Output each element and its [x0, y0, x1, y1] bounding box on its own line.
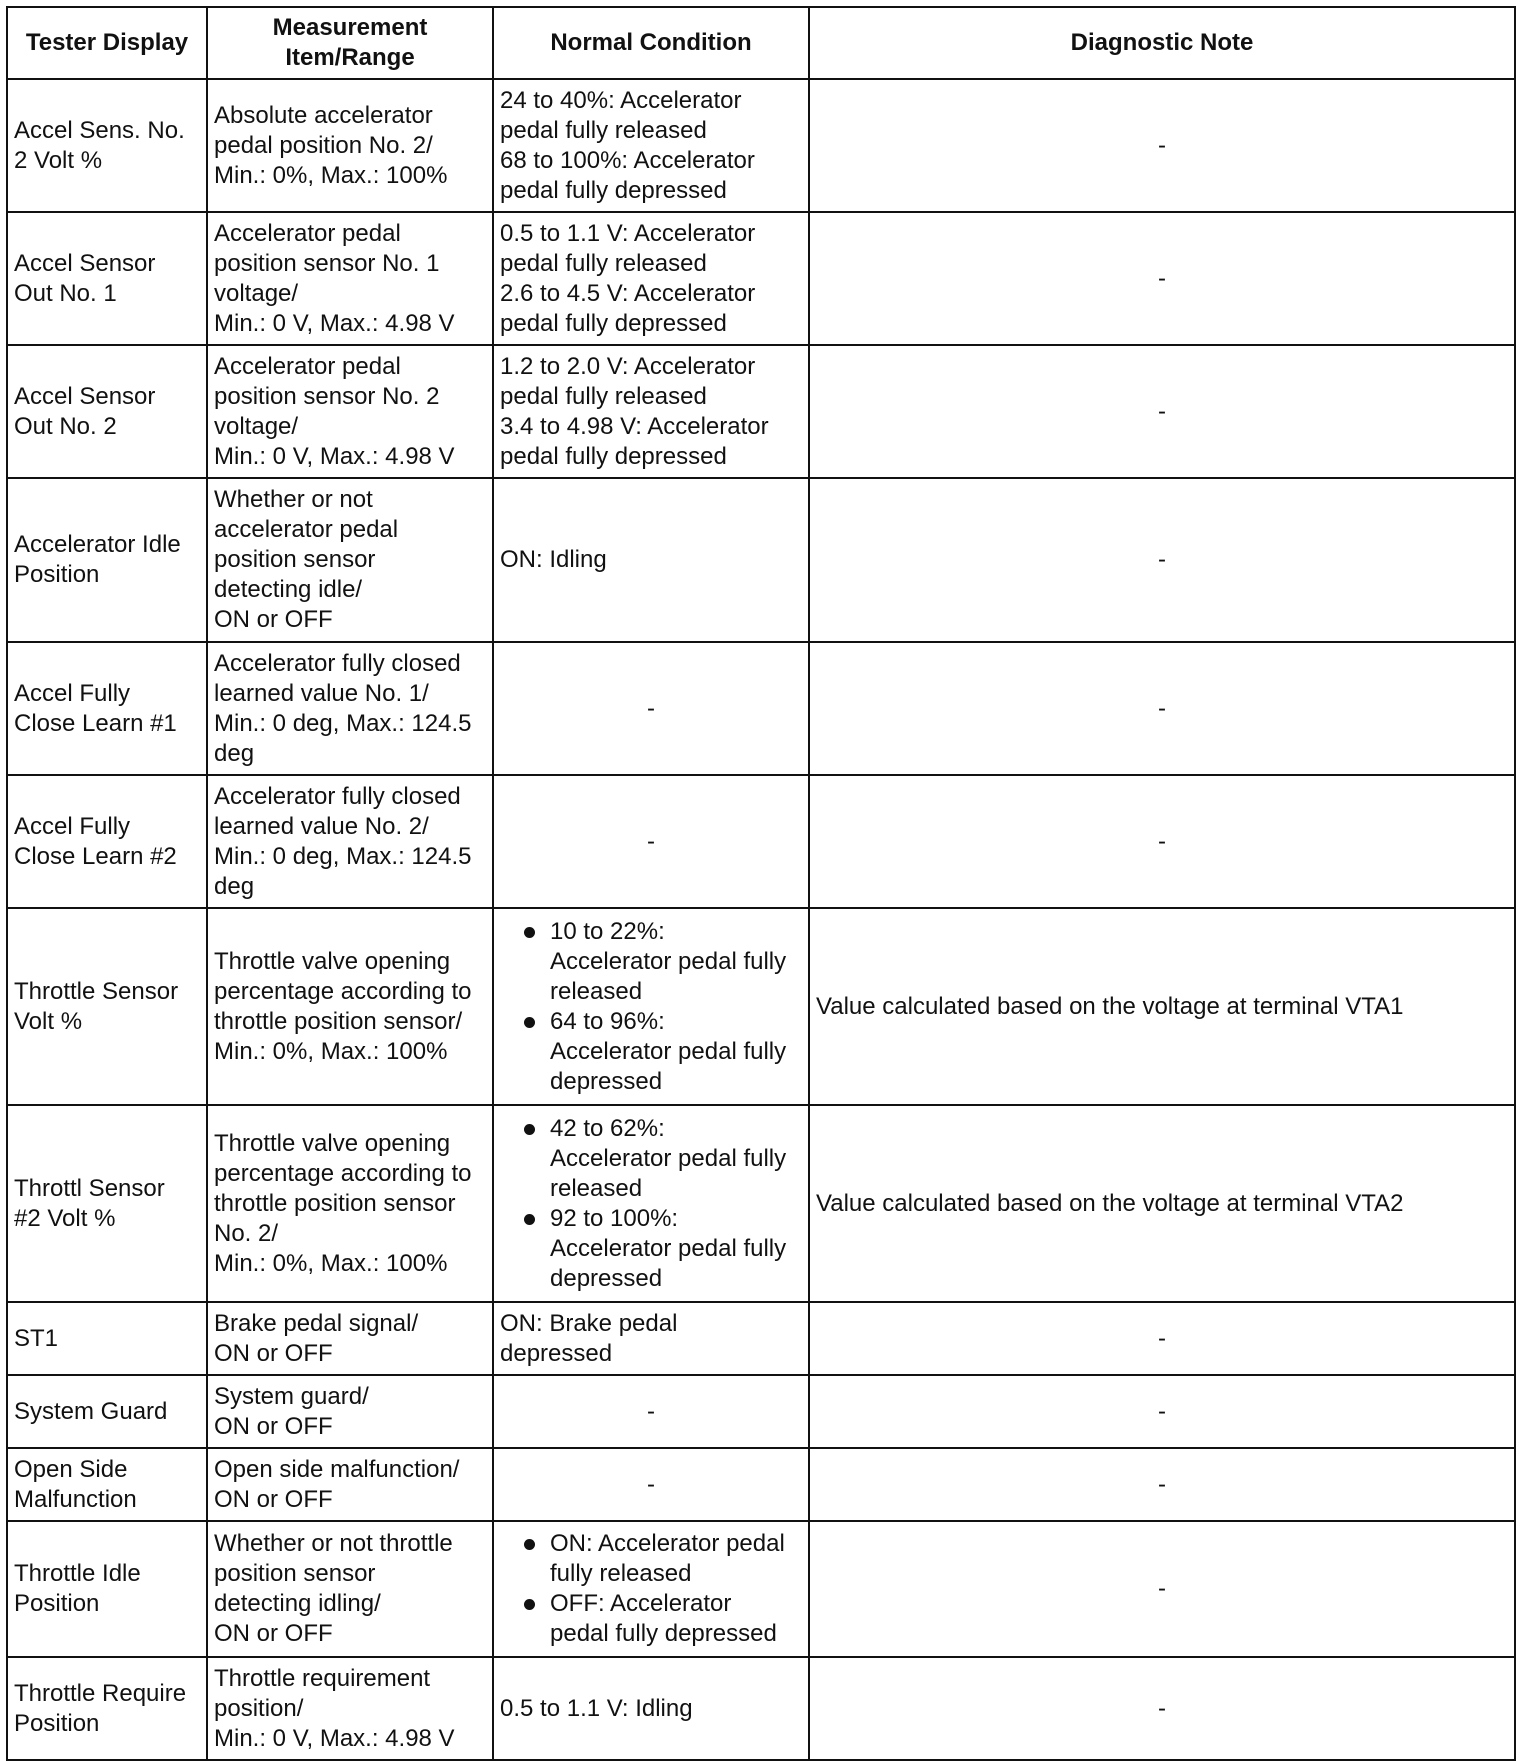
normal-condition-line: 0.5 to 1.1 V: Idling	[500, 1694, 693, 1722]
bullet-line: ON: Accelerator pedal	[550, 1530, 785, 1557]
bullet-line: 92 to 100%:	[550, 1204, 679, 1232]
tester-display-line: Position	[14, 561, 100, 588]
tester-display-line: Throttl Sensor	[14, 1174, 165, 1202]
normal-condition-line: pedal fully depressed	[500, 442, 727, 470]
table-row	[7, 775, 1515, 908]
tester-display-line: Close Learn #2	[14, 842, 177, 870]
normal-condition-line: ON: Brake pedal	[500, 1309, 678, 1337]
cell-measurement-item	[207, 775, 493, 908]
cell-tester-display	[7, 1375, 207, 1448]
measurement-item-line: throttle position sensor	[214, 1189, 456, 1217]
measurement-item-line: deg	[214, 739, 255, 767]
measurement-item-line: pedal position No. 2/	[214, 131, 433, 159]
normal-condition-line: pedal fully released	[500, 382, 707, 410]
measurement-item-line: throttle position sensor/	[214, 1007, 463, 1035]
bullet-line: 42 to 62%:	[550, 1114, 665, 1142]
tester-display-line: Open Side	[14, 1455, 128, 1483]
measurement-item-line: position sensor	[214, 1560, 376, 1587]
cell-diagnostic-note: Value calculated based on the voltage at terminal VTA2	[809, 1105, 1515, 1302]
measurement-item-line: System guard/	[214, 1382, 369, 1410]
measurement-item-line: Min.: 0 V, Max.: 4.98 V	[214, 1724, 455, 1752]
normal-condition-line: 1.2 to 2.0 V: Accelerator	[500, 352, 756, 380]
cell-diagnostic-note: Value calculated based on the voltage at terminal VTA1	[809, 908, 1515, 1105]
bullet-line: released	[550, 977, 643, 1005]
table-row	[7, 79, 1515, 212]
cell-normal-condition: -	[493, 775, 809, 908]
table-row	[7, 345, 1515, 478]
measurement-item-line: Accelerator pedal	[214, 352, 401, 380]
bullet-line: fully released	[550, 1560, 692, 1587]
bullet-line: 64 to 96%:	[550, 1007, 665, 1035]
measurement-item-line: voltage/	[214, 412, 299, 440]
measurement-item-line: Accelerator pedal	[214, 219, 401, 247]
bullet-line: depressed	[550, 1264, 663, 1292]
cell-diagnostic-note: -	[809, 775, 1515, 908]
measurement-item-line: detecting idling/	[214, 1590, 381, 1617]
tester-display-line: Volt %	[14, 1007, 83, 1035]
cell-diagnostic-note: -	[809, 79, 1515, 212]
tester-display-line: Accel Fully	[14, 679, 131, 707]
table-row	[7, 1657, 1515, 1760]
measurement-item-line: ON or OFF	[214, 1485, 333, 1513]
measurement-item-line: accelerator pedal	[214, 516, 399, 543]
cell-diagnostic-note: -	[809, 1448, 1515, 1521]
measurement-item-line: position sensor No. 1	[214, 249, 440, 277]
bullet-line: OFF: Accelerator	[550, 1590, 732, 1617]
cell-diagnostic-note: -	[809, 212, 1515, 345]
header-row	[7, 7, 1515, 79]
cell-measurement-item	[207, 908, 493, 1105]
cell-normal-condition	[493, 345, 809, 478]
normal-condition-line: 68 to 100%: Accelerator	[500, 146, 755, 174]
measurement-item-line: Whether or not throttle	[214, 1530, 453, 1557]
cell-measurement-item	[207, 478, 493, 642]
table-row	[7, 478, 1515, 642]
tester-display-line: Accel Fully	[14, 812, 131, 840]
cell-measurement-item	[207, 79, 493, 212]
cell-diagnostic-note: -	[809, 1302, 1515, 1375]
tester-display-line: #2 Volt %	[14, 1204, 116, 1232]
measurement-item-line: Brake pedal signal/	[214, 1309, 419, 1337]
cell-normal-condition: -	[493, 1375, 809, 1448]
header-normal-condition: Normal Condition	[493, 7, 809, 79]
measurement-item-line: Accelerator fully closed	[214, 782, 461, 810]
cell-tester-display	[7, 1302, 207, 1375]
cell-tester-display	[7, 79, 207, 212]
header-measurement-line: Measurement	[272, 14, 428, 41]
normal-condition-line: 0.5 to 1.1 V: Accelerator	[500, 219, 756, 247]
cell-diagnostic-note: -	[809, 345, 1515, 478]
measurement-item-line: voltage/	[214, 279, 299, 307]
measurement-item-line: position sensor	[214, 546, 376, 573]
cell-tester-display	[7, 1657, 207, 1760]
cell-tester-display	[7, 212, 207, 345]
bullet-line: released	[550, 1174, 643, 1202]
tester-display-line: Position	[14, 1709, 100, 1737]
measurement-item-line: percentage according to	[214, 977, 472, 1005]
normal-condition-line: pedal fully released	[500, 249, 707, 277]
normal-condition-bullet-item	[500, 1589, 802, 1649]
cell-normal-condition	[493, 1105, 809, 1302]
cell-tester-display	[7, 1521, 207, 1657]
measurement-item-line: Min.: 0 deg, Max.: 124.5	[214, 842, 472, 870]
table-row	[7, 1302, 1515, 1375]
measurement-item-line: ON or OFF	[214, 1339, 333, 1367]
cell-tester-display	[7, 478, 207, 642]
measurement-item-line: Min.: 0 V, Max.: 4.98 V	[214, 442, 455, 470]
measurement-item-line: Throttle requirement	[214, 1664, 431, 1692]
measurement-item-line: position/	[214, 1694, 304, 1722]
cell-measurement-item	[207, 345, 493, 478]
bullet-line: Accelerator pedal fully	[550, 1037, 787, 1065]
measurement-item-line: detecting idle/	[214, 576, 363, 603]
tester-display-line: Out No. 1	[14, 279, 117, 307]
tester-display-line: Accelerator Idle	[14, 531, 181, 558]
tester-data-table	[6, 6, 1516, 1761]
measurement-item-line: No. 2/	[214, 1219, 279, 1247]
normal-condition-line: pedal fully depressed	[500, 309, 727, 337]
cell-normal-condition: -	[493, 1448, 809, 1521]
normal-condition-bullet-item	[500, 1114, 802, 1204]
cell-tester-display	[7, 775, 207, 908]
measurement-item-line: ON or OFF	[214, 606, 333, 633]
table-row	[7, 1375, 1515, 1448]
measurement-item-line: Min.: 0%, Max.: 100%	[214, 1037, 448, 1065]
normal-condition-bullet-item	[500, 917, 802, 1007]
normal-condition-line: 24 to 40%: Accelerator	[500, 86, 742, 114]
bullet-line: 10 to 22%:	[550, 917, 665, 945]
measurement-item-line: learned value No. 2/	[214, 812, 429, 840]
normal-condition-bullet-list	[500, 1529, 802, 1649]
table-row	[7, 1105, 1515, 1302]
cell-measurement-item	[207, 642, 493, 775]
cell-tester-display	[7, 1105, 207, 1302]
cell-diagnostic-note: -	[809, 642, 1515, 775]
header-diagnostic-note: Diagnostic Note	[809, 7, 1515, 79]
cell-normal-condition	[493, 1302, 809, 1375]
cell-diagnostic-note: -	[809, 478, 1515, 642]
cell-normal-condition: -	[493, 642, 809, 775]
measurement-item-line: Absolute accelerator	[214, 101, 433, 129]
cell-diagnostic-note: -	[809, 1657, 1515, 1760]
bullet-line: Accelerator pedal fully	[550, 947, 787, 975]
table-row	[7, 908, 1515, 1105]
measurement-item-line: Min.: 0%, Max.: 100%	[214, 161, 448, 189]
tester-display-line: Accel Sensor	[14, 249, 156, 277]
normal-condition-line: pedal fully released	[500, 116, 707, 144]
measurement-item-line: percentage according to	[214, 1159, 472, 1187]
normal-condition-bullet-list	[500, 917, 802, 1097]
header-tester-display: Tester Display	[7, 7, 207, 79]
tester-display-line: Accel Sens. No.	[14, 116, 185, 144]
normal-condition-line: 3.4 to 4.98 V: Accelerator	[500, 412, 769, 440]
measurement-item-line: Throttle valve opening	[214, 947, 451, 975]
measurement-item-line: Min.: 0%, Max.: 100%	[214, 1249, 448, 1277]
table-row	[7, 1448, 1515, 1521]
cell-tester-display	[7, 642, 207, 775]
normal-condition-line: pedal fully depressed	[500, 176, 727, 204]
cell-measurement-item	[207, 1105, 493, 1302]
normal-condition-bullet-item	[500, 1204, 802, 1294]
table-row	[7, 1521, 1515, 1657]
tester-display-line: Malfunction	[14, 1485, 137, 1513]
bullet-line: pedal fully depressed	[550, 1620, 777, 1647]
normal-condition-bullet-item	[500, 1529, 802, 1589]
tester-display-line: 2 Volt %	[14, 146, 103, 174]
cell-measurement-item	[207, 1448, 493, 1521]
normal-condition-bullet-item	[500, 1007, 802, 1097]
cell-measurement-item	[207, 1521, 493, 1657]
tester-display-line: Throttle Sensor	[14, 977, 179, 1005]
tester-display-line: Out No. 2	[14, 412, 117, 440]
cell-measurement-item	[207, 1657, 493, 1760]
cell-normal-condition	[493, 1657, 809, 1760]
cell-tester-display	[7, 1448, 207, 1521]
measurement-item-line: Throttle valve opening	[214, 1129, 451, 1157]
measurement-item-line: Whether or not	[214, 486, 373, 513]
measurement-item-line: Open side malfunction/	[214, 1455, 460, 1483]
header-measurement-line: Item/Range	[285, 44, 415, 71]
measurement-item-line: position sensor No. 2	[214, 382, 440, 410]
tester-display-line: System Guard	[14, 1397, 168, 1425]
cell-normal-condition	[493, 1521, 809, 1657]
cell-diagnostic-note: -	[809, 1375, 1515, 1448]
tester-display-line: Throttle Idle	[14, 1560, 141, 1587]
measurement-item-line: ON or OFF	[214, 1620, 333, 1647]
cell-normal-condition	[493, 908, 809, 1105]
cell-normal-condition	[493, 478, 809, 642]
measurement-item-line: Min.: 0 deg, Max.: 124.5	[214, 709, 472, 737]
header-measurement-item	[207, 7, 493, 79]
measurement-item-line: deg	[214, 872, 255, 900]
measurement-item-line: Accelerator fully closed	[214, 649, 461, 677]
cell-measurement-item	[207, 1302, 493, 1375]
cell-normal-condition	[493, 79, 809, 212]
table-row	[7, 642, 1515, 775]
cell-normal-condition	[493, 212, 809, 345]
bullet-line: Accelerator pedal fully	[550, 1144, 787, 1172]
measurement-item-line: learned value No. 1/	[214, 679, 429, 707]
cell-measurement-item	[207, 212, 493, 345]
normal-condition-line: ON: Idling	[500, 546, 607, 573]
cell-tester-display	[7, 345, 207, 478]
measurement-item-line: Min.: 0 V, Max.: 4.98 V	[214, 309, 455, 337]
cell-diagnostic-note: -	[809, 1521, 1515, 1657]
tester-display-line: Throttle Require	[14, 1679, 187, 1707]
cell-measurement-item	[207, 1375, 493, 1448]
table-row	[7, 212, 1515, 345]
normal-condition-line: 2.6 to 4.5 V: Accelerator	[500, 279, 756, 307]
normal-condition-bullet-list	[500, 1114, 802, 1294]
bullet-line: depressed	[550, 1067, 663, 1095]
measurement-item-line: ON or OFF	[214, 1412, 333, 1440]
tester-display-line: Position	[14, 1590, 100, 1617]
cell-tester-display	[7, 908, 207, 1105]
tester-display-line: Accel Sensor	[14, 382, 156, 410]
bullet-line: Accelerator pedal fully	[550, 1234, 787, 1262]
tester-display-line: Close Learn #1	[14, 709, 177, 737]
tester-display-line: ST1	[14, 1324, 59, 1352]
normal-condition-line: depressed	[500, 1339, 613, 1367]
